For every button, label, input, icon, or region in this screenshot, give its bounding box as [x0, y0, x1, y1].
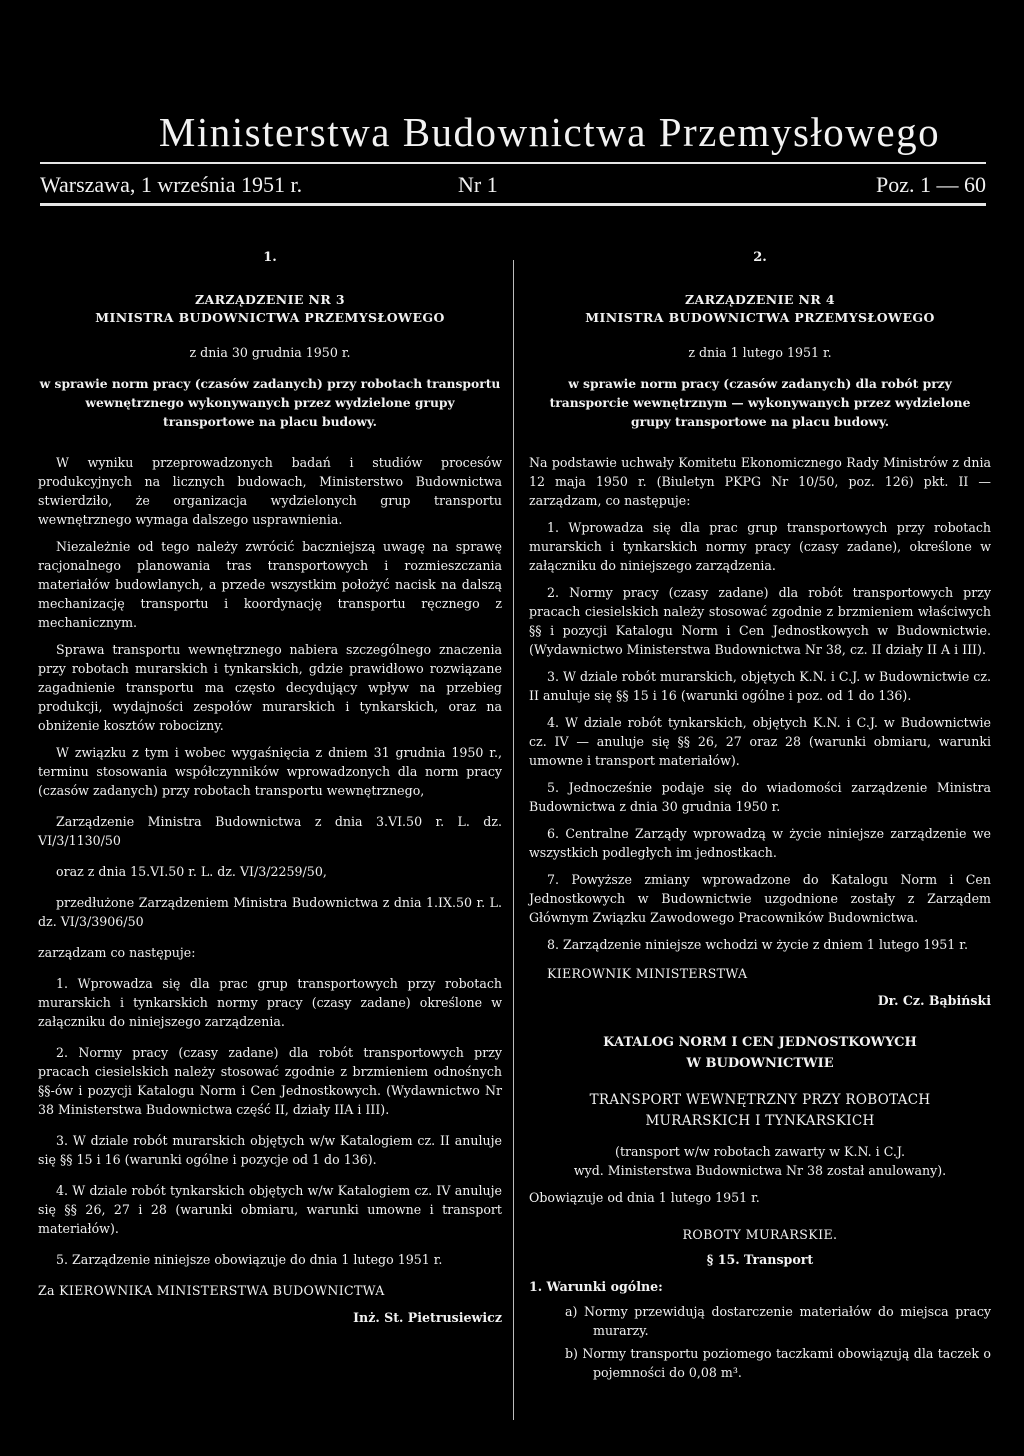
right-column — [529, 248, 991, 1390]
header-rule-bottom — [40, 203, 986, 206]
decree-title: ZARZĄDZENIE NR 3 — [195, 292, 345, 307]
list-item: 8. Zarządzenie niniejsze wchodzi w życie z dniem 1 lutego 1951 r. — [547, 937, 968, 952]
left-column — [38, 248, 502, 1341]
paragraph: Na podstawie uchwały Komitetu Ekonomicznego Rady Ministrów z dnia 12 maja 1950 r. (Biuletyn PKPG Nr 10/50, poz. 126) pkt. II — zarządzam, co następuje: — [529, 455, 991, 508]
list-item: 6. Centralne Zarządy wprowadzą w życie niniejsze zarządzenie we wszystkich podległych im jednostkach. — [529, 826, 991, 860]
list-item: 5. Jednocześnie podaje się do wiadomości zarządzenie Ministra Budownictwa z dnia 30 grudnia 1950 r. — [529, 780, 991, 814]
decree-subject: w sprawie norm pracy (czasów zadanych) dla robót przy transporcie wewnętrznym — wykonywanych przez wydzielone grupy transportowe na placu budowy. — [549, 376, 971, 429]
list-item: 4. W dziale robót tynkarskich objętych w/w Katalogiem cz. IV anuluje się §§ 26, 27 i 28 (warunki obmiaru, warunki umowne i transport materiałów). — [38, 1183, 502, 1236]
list-item: 5. Zarządzenie niniejsze obowiązuje do dnia 1 lutego 1951 r. — [56, 1252, 443, 1267]
list-item: 2. Normy pracy (czasy zadane) dla robót transportowych przy pracach ciesielskich należy stosować zgodnie z brzmieniem odnośnych §§-ów i pozycji Katalogu Norm i Cen Jednostkowych. (Wydawnictwo Nr 38 Ministerstwa Budownictwa część II, działy IIA i III). — [38, 1045, 502, 1117]
decree-date: z dnia 30 grudnia 1950 r. — [189, 345, 351, 360]
dateline — [40, 172, 986, 202]
issue-number: Nr 1 — [458, 172, 498, 197]
decree-number: 2. — [753, 250, 767, 265]
list-item: 3. W dziale robót murarskich, objętych K.N. i C.J. w Budownictwie cz. II anuluje się §§ 15 i 16 (warunki ogólne i poz. od 1 do 136). — [529, 669, 991, 703]
decree-issuer: MINISTRA BUDOWNICTWA PRZEMYSŁOWEGO — [95, 310, 445, 325]
reference: przedłużone Zarządzeniem Ministra Budownictwa z dnia 1.IX.50 r. L. dz. VI/3/3906/50 — [38, 895, 502, 929]
list-item: 1. Wprowadza się dla prac grup transportowych przy robotach murarskich i tynkarskich normy pracy (czasy zadane) określone w załączniku do niniejszego zarządzenia. — [38, 976, 502, 1029]
masthead-title: Ministerstwa Budownictwa Przemysłowego — [158, 109, 941, 155]
column-divider — [513, 260, 514, 1420]
catalog-subtitle: TRANSPORT WEWNĘTRZNY PRZY ROBOTACH — [589, 1092, 931, 1108]
decree-title: ZARZĄDZENIE NR 4 — [685, 292, 835, 307]
decree-number: 1. — [263, 250, 277, 265]
position-range: Poz. 1 — 60 — [876, 172, 986, 197]
signature-title: Za KIEROWNIKA MINISTERSTWA BUDOWNICTWA — [38, 1283, 385, 1298]
list-item: 2. Normy pracy (czasy zadane) dla robót transportowych przy pracach ciesielskich należy stosować zgodnie z brzmieniem właściwych §§ i pozycji Katalogu Norm i Cen Jednostkowych w Budownictwie. (Wydawnictwo Ministerstwa Budownictwa Nr 38, cz. II działy II A i III). — [529, 585, 991, 657]
catalog-note: (transport w/w robotach zawarty w K.N. i C.J. — [615, 1144, 905, 1159]
reference: Zarządzenie Ministra Budownictwa z dnia 3.VI.50 r. L. dz. VI/3/1130/50 — [38, 814, 502, 848]
list-item: 7. Powyższe zmiany wprowadzone do Katalogu Norm i Cen Jednostkowych w Budownictwie uzgodnione zostały z Zarządem Głównym Związku Zawodowego Pracowników Budownictwa. — [529, 872, 991, 925]
decree-issuer: MINISTRA BUDOWNICTWA PRZEMYSŁOWEGO — [585, 310, 935, 325]
signature-title: KIEROWNIK MINISTERSTWA — [547, 966, 748, 981]
list-item: b) Normy transportu poziomego taczkami obowiązują dla taczek o pojemności do 0,08 m³. — [565, 1346, 991, 1380]
section-title: ROBOTY MURARSKIE. — [682, 1227, 838, 1242]
catalog-title — [529, 1032, 991, 1074]
catalog-title-line: KATALOG NORM I CEN JEDNOSTKOWYCH — [603, 1035, 917, 1050]
order-line: zarządzam co następuje: — [38, 945, 196, 960]
paragraph: W związku z tym i wobec wygaśnięcia z dniem 31 grudnia 1950 r., terminu stosowania współczynników wprowadzonych dla norm pracy (czasów zadanych) przy robotach transportu wewnętrznego, — [38, 745, 502, 798]
decree-subject: w sprawie norm pracy (czasów zadanych) przy robotach transportu wewnętrznego wykonywanych przez wydzielone grupy transportowe na placu budowy. — [39, 376, 501, 429]
decree-date: z dnia 1 lutego 1951 r. — [688, 345, 832, 360]
signature-name: Inż. St. Pietrusiewicz — [353, 1310, 502, 1325]
catalog-note: wyd. Ministerstwa Budownictwa Nr 38 został anulowany). — [573, 1163, 947, 1178]
catalog-title-line: W BUDOWNICTWIE — [686, 1056, 834, 1071]
paragraph-heading: § 15. Transport — [706, 1252, 814, 1267]
issue-date: Warszawa, 1 września 1951 r. — [40, 172, 303, 197]
validity-note: Obowiązuje od dnia 1 lutego 1951 r. — [529, 1190, 760, 1205]
paragraph: Sprawa transportu wewnętrznego nabiera szczególnego znaczenia przy robotach murarskich i tynkarskich, gdzie prawidłowo rozwiązane zagadnienie transportu ma często decydujący wpływ na przebieg produkcji, wydajności zespołów murarskich i tynkarskich, oraz na obniżenie kosztów robocizny. — [38, 642, 502, 733]
list-item: 4. W dziale robót tynkarskich, objętych K.N. i C.J. w Budownictwie cz. IV — anuluje się §§ 26, 27 oraz 28 (warunki obmiaru, warunki umowne i transport materiałów). — [529, 715, 991, 768]
paragraph: Niezależnie od tego należy zwrócić baczniejszą uwagę na sprawę racjonalnego planowania tras transportowych i rozmieszczania materiałów budowlanych, a przede wszystkim położyć nacisk na dalszą mechanizację transportu i koordynację transportu ręcznego z mechanicznym. — [38, 539, 502, 630]
list-item: 1. Wprowadza się dla prac grup transportowych przy robotach murarskich i tynkarskich normy pracy (czasy zadane), określone w załączniku do niniejszego zarządzenia. — [529, 520, 991, 573]
signature-name: Dr. Cz. Bąbiński — [877, 993, 991, 1008]
reference: oraz z dnia 15.VI.50 r. L. dz. VI/3/2259/50, — [56, 864, 327, 879]
conditions-heading: 1. Warunki ogólne: — [529, 1279, 663, 1294]
list-item: a) Normy przewidują dostarczenie materiałów do miejsca pracy murarzy. — [565, 1304, 991, 1338]
header-rule — [40, 162, 986, 164]
catalog-subtitle: MURARSKICH I TYNKARSKICH — [645, 1113, 875, 1129]
list-item: 3. W dziale robót murarskich objętych w/w Katalogiem cz. II anuluje się §§ 15 i 16 (warunki ogólne i pozycje od 1 do 136). — [38, 1133, 502, 1167]
paragraph: W wyniku przeprowadzonych badań i studiów procesów produkcyjnych na licznych budowach, Ministerstwo Budownictwa stwierdziło, że organizacja wydzielonych grup transportu wewnętrznego wymaga dalszego usprawnienia. — [38, 455, 502, 527]
